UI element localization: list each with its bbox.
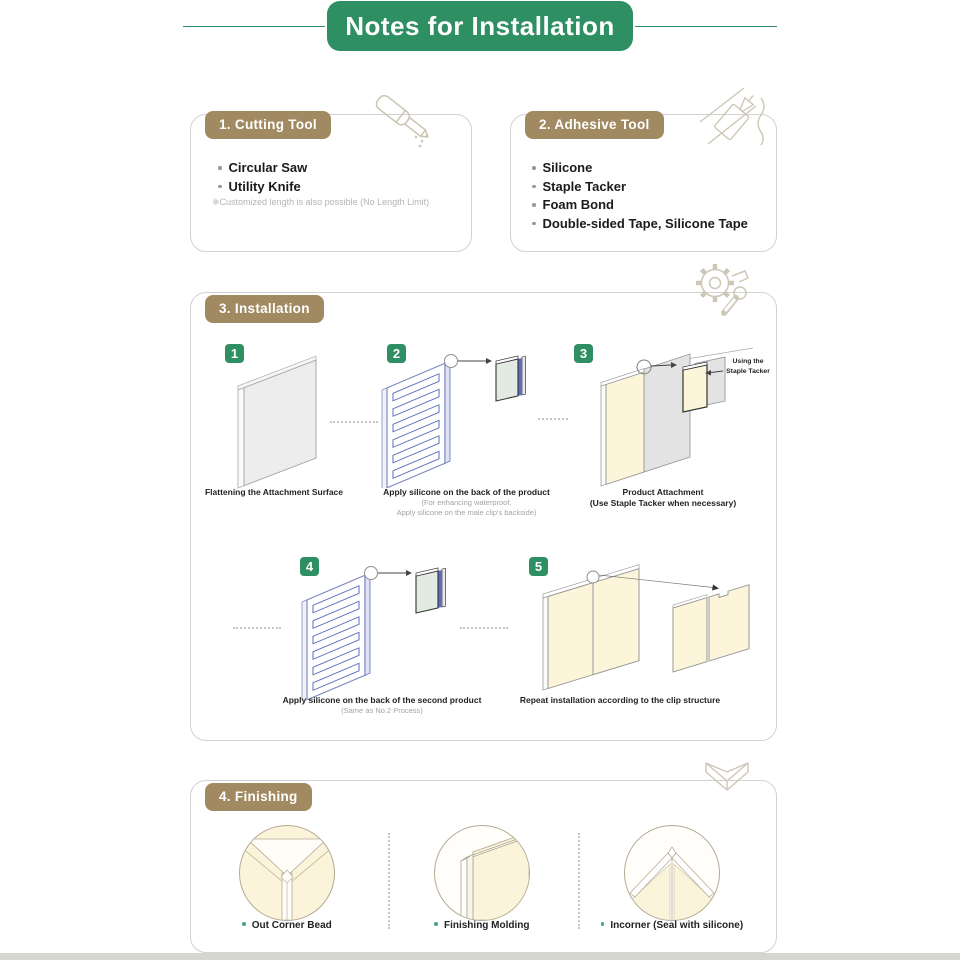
dotted-separator [538, 418, 568, 420]
installation-label: 3. Installation [205, 295, 324, 323]
dotted-separator [233, 627, 281, 629]
silicone-gun-icon [698, 86, 770, 154]
bullet-icon [601, 922, 605, 926]
step-badge-5: 5 [529, 557, 548, 576]
cutting-tool-label: 1. Cutting Tool [205, 111, 331, 139]
list-item: Foam Bond [532, 196, 748, 215]
header-rule-left [183, 26, 325, 27]
step-badge-1: 1 [225, 344, 244, 363]
finishing-molding-diagram [434, 825, 530, 921]
header-rule-right [635, 26, 777, 27]
dotted-separator [460, 627, 508, 629]
finishing-caption: Finishing Molding [407, 920, 557, 931]
incorner-diagram [624, 825, 720, 921]
incorner-drawing [625, 826, 719, 920]
page-bottom-edge [0, 953, 960, 960]
step-badge-4: 4 [300, 557, 319, 576]
dotted-divider [388, 833, 390, 929]
list-item: Double-sided Tape, Silicone Tape [532, 215, 748, 234]
page-title-text: Notes for Installation [345, 10, 615, 41]
step2-silicone-diagram [376, 348, 530, 488]
step5-caption: Repeat installation according to the clip structure [519, 695, 721, 705]
adhesive-tool-label: 2. Adhesive Tool [525, 111, 664, 139]
utility-knife-icon [370, 90, 444, 156]
step-badge-2: 2 [387, 344, 406, 363]
step4-silicone-diagram [296, 560, 450, 700]
adhesive-tool-list [532, 159, 748, 233]
step4-caption: Apply silicone on the back of the second product (Same as No.2 Process) [282, 695, 482, 715]
dotted-separator [330, 421, 378, 423]
step3-caption: Product Attachment (Use Staple Tacker when necessary) [589, 487, 737, 508]
list-item: Utility Knife [218, 178, 307, 197]
list-item: Silicone [532, 159, 748, 178]
cutting-tool-list [218, 159, 307, 196]
list-item: Circular Saw [218, 159, 307, 178]
step-badge-3: 3 [574, 344, 593, 363]
staple-tacker-annotation: Using the Staple Tacker [726, 358, 770, 375]
page-title [327, 1, 633, 51]
finishing-molding-drawing [435, 826, 529, 920]
step2-caption: Apply silicone on the back of the product (For enhancing waterproof, Apply silicone on the male clip's backside) [383, 487, 550, 517]
finishing-caption: Incorner (Seal with silicone) [587, 920, 757, 931]
bullet-icon [532, 166, 536, 170]
out-corner-bead-drawing [240, 826, 334, 920]
bullet-icon [434, 922, 438, 926]
bullet-icon [218, 185, 222, 189]
bullet-icon [532, 222, 536, 226]
out-corner-bead-diagram [239, 825, 335, 921]
step1-panel-diagram [226, 344, 346, 494]
finishing-caption: Out Corner Bead [212, 920, 362, 931]
finishing-label: 4. Finishing [205, 783, 312, 811]
list-item: Staple Tacker [532, 178, 748, 197]
step1-caption: Flattening the Attachment Surface [204, 487, 344, 497]
dotted-divider [578, 833, 580, 929]
cutting-tool-note: ※Customized length is also possible (No Length Limit) [212, 197, 430, 207]
bullet-icon [218, 166, 222, 170]
step5-repeat-diagram [533, 556, 768, 696]
gear-wrench-icon [690, 260, 756, 324]
bullet-icon [532, 203, 536, 207]
bullet-icon [242, 922, 246, 926]
bullet-icon [532, 185, 536, 189]
corner-bead-icon [700, 757, 756, 809]
